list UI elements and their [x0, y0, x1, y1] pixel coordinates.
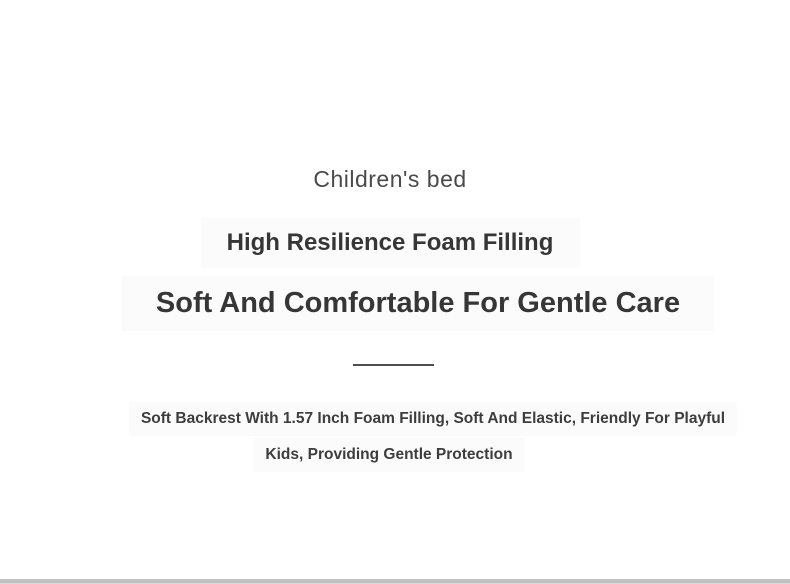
description-line-1: Soft Backrest With 1.57 Inch Foam Filling, Soft And Elastic, Friendly For Playful [129, 402, 737, 436]
divider-line [353, 364, 434, 366]
feature-subtitle: High Resilience Foam Filling [201, 218, 580, 268]
category-label: Children's bed [313, 166, 467, 192]
feature-title: Soft And Comfortable For Gentle Care [122, 276, 714, 331]
bottom-edge-strip [0, 579, 790, 584]
description-line-2: Kids, Providing Gentle Protection [253, 438, 524, 472]
